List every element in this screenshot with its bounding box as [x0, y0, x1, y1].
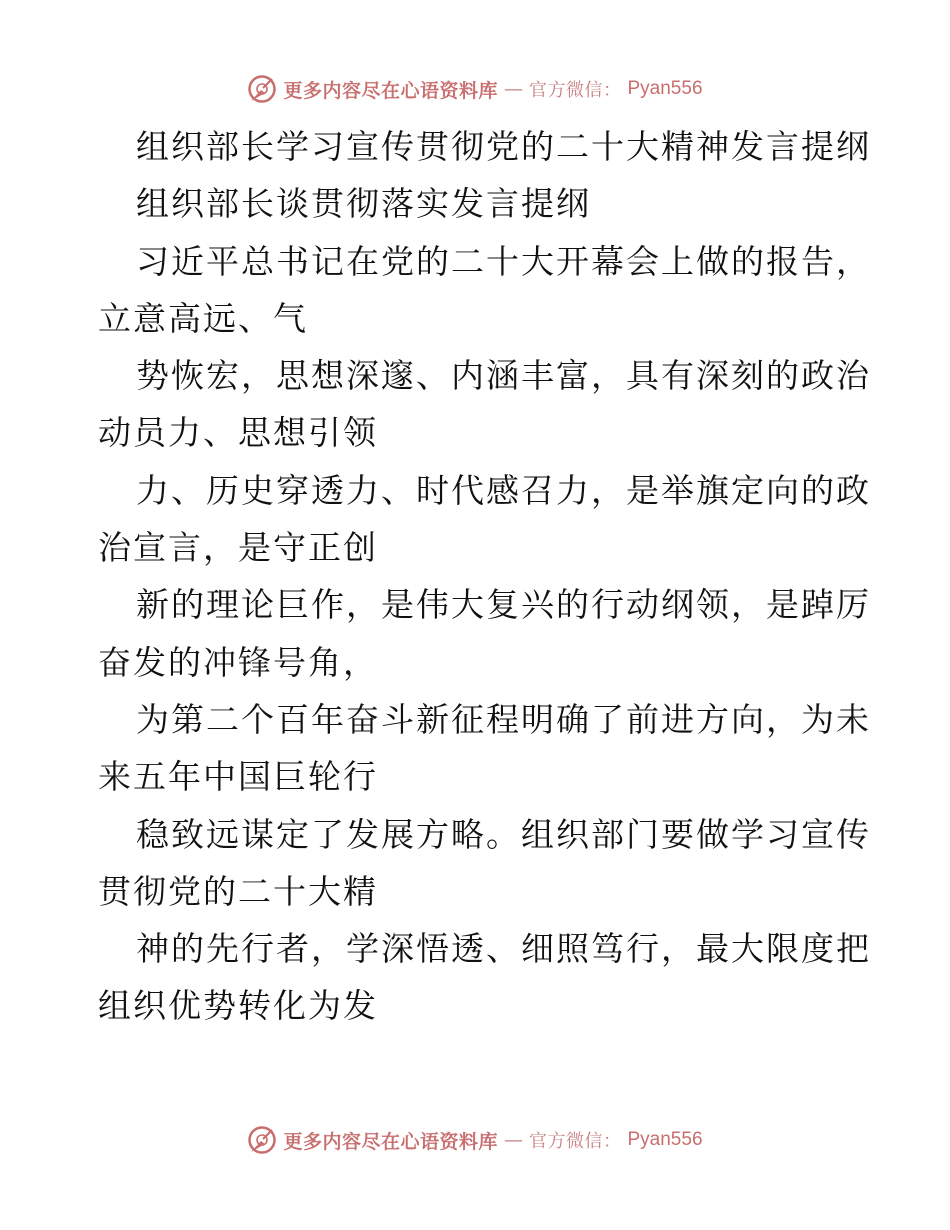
watermark-wechat-label: 官方微信： — [529, 80, 622, 101]
footer-watermark — [0, 1123, 950, 1157]
text-line: 立意高远、气 — [98, 298, 308, 338]
text-line: 稳致远谋定了发展方略。组织部门要做学习宣传 — [136, 814, 871, 854]
watermark-wechat-id: Pyan556 — [627, 78, 703, 99]
watermark-separator: — — [504, 78, 523, 100]
watermark-site-text: 更多内容尽在心语资料库 — [283, 79, 498, 102]
pen-logo-icon — [247, 1125, 277, 1155]
text-line: 治宣言，是守正创 — [98, 528, 378, 568]
watermark-separator: — — [504, 1129, 523, 1151]
document-body — [98, 118, 871, 1035]
text-line: 贯彻党的二十大精 — [98, 871, 378, 911]
text-line: 动员力、思想引领 — [98, 413, 378, 453]
pen-logo-icon — [247, 74, 277, 104]
text-line: 组织部长学习宣传贯彻党的二十大精神发言提纲 — [136, 127, 871, 166]
text-line: 新的理论巨作，是伟大复兴的行动纲领，是踔厉 — [136, 585, 871, 625]
text-line: 力、历史穿透力、时代感召力，是举旗定向的政 — [136, 470, 871, 510]
text-line: 为第二个百年奋斗新征程明确了前进方向，为未 — [136, 699, 871, 739]
text-line: 习近平总书记在党的二十大开幕会上做的报告， — [136, 241, 871, 281]
text-line: 来五年中国巨轮行 — [98, 757, 378, 797]
text-line: 势恢宏，思想深邃、内涵丰富，具有深刻的政治 — [136, 356, 871, 396]
header-watermark — [0, 72, 950, 106]
watermark-wechat-id: Pyan556 — [627, 1129, 703, 1150]
watermark-wechat-label: 官方微信： — [529, 1131, 622, 1152]
text-line: 奋发的冲锋号角， — [98, 642, 378, 682]
text-line: 组织优势转化为发 — [98, 986, 378, 1026]
text-line: 组织部长谈贯彻落实发言提纲 — [136, 184, 591, 224]
watermark-site-text: 更多内容尽在心语资料库 — [283, 1130, 498, 1153]
text-line: 神的先行者，学深悟透、细照笃行，最大限度把 — [136, 929, 871, 969]
